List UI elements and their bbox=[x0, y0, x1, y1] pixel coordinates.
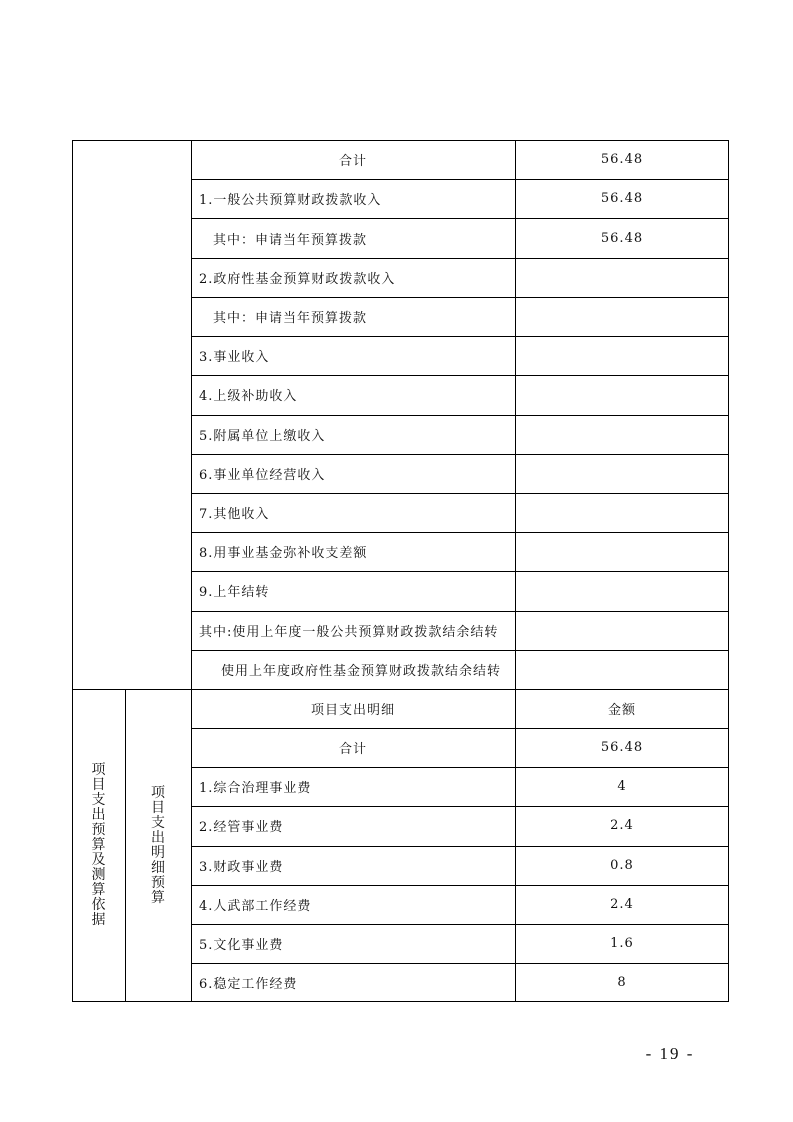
income-row-label: 6.事业单位经营收入 bbox=[199, 467, 326, 483]
expense-row-label: 1.综合治理事业费 bbox=[199, 781, 312, 797]
expense-row-value: 8 bbox=[617, 974, 627, 990]
income-row-label: 7.其他收入 bbox=[199, 507, 270, 523]
expense-row-label: 4.人武部工作经费 bbox=[199, 898, 312, 914]
inner-vertical-label-cell bbox=[125, 689, 191, 1002]
income-row-value bbox=[515, 454, 729, 493]
expense-row-label: 合计 bbox=[338, 742, 367, 758]
income-row-value bbox=[515, 415, 729, 454]
budget-table bbox=[72, 140, 729, 1002]
income-row-label: 3.事业收入 bbox=[199, 350, 270, 366]
income-row-value bbox=[515, 336, 729, 375]
income-row-label: 合计 bbox=[338, 154, 367, 170]
income-row-label: 8.用事业基金弥补收支差额 bbox=[199, 546, 368, 562]
expense-header-value: 金额 bbox=[607, 703, 636, 719]
outer-vertical-label: 项目支出预算及测算依据 bbox=[91, 762, 106, 928]
income-row-label: 5.附属单位上缴收入 bbox=[199, 428, 326, 444]
income-row-label: 2.政府性基金预算财政拨款收入 bbox=[199, 271, 396, 287]
income-row-value: 56.48 bbox=[600, 191, 644, 207]
income-row-label: 9.上年结转 bbox=[199, 585, 270, 601]
income-row-label: 其中：申请当年预算拨款 bbox=[213, 310, 368, 326]
income-row-label: 其中：申请当年预算拨款 bbox=[213, 232, 368, 248]
expense-row-value: 2.4 bbox=[610, 896, 634, 912]
expense-row-value: 56.48 bbox=[600, 740, 644, 756]
income-row-value bbox=[515, 650, 729, 689]
expense-header-label: 项目支出明细 bbox=[310, 703, 395, 719]
income-row-value bbox=[515, 571, 729, 610]
expense-row-value: 2.4 bbox=[610, 818, 634, 834]
outer-vertical-label-cell bbox=[72, 689, 125, 1002]
income-row-value bbox=[515, 493, 729, 532]
income-row-value bbox=[515, 532, 729, 571]
expense-row-label: 3.财政事业费 bbox=[199, 859, 284, 875]
expense-row-label: 5.文化事业费 bbox=[199, 937, 284, 953]
expense-row-label: 2.经管事业费 bbox=[199, 820, 284, 836]
expense-row-label: 6.稳定工作经费 bbox=[199, 976, 298, 992]
income-row-label: 其中:使用上年度一般公共预算财政拨款结余结转 bbox=[199, 624, 499, 640]
expense-row-value: 4 bbox=[617, 779, 627, 795]
page-number: - 19 - bbox=[645, 1044, 695, 1063]
income-row-value bbox=[515, 258, 729, 297]
income-row-label: 1.一般公共预算财政拨款收入 bbox=[199, 193, 382, 209]
income-row-label: 4.上级补助收入 bbox=[199, 389, 298, 405]
income-row-value bbox=[515, 297, 729, 336]
expense-row-value: 1.6 bbox=[610, 935, 634, 951]
income-row-value: 56.48 bbox=[600, 230, 644, 246]
income-row-label: 使用上年度政府性基金预算财政拨款结余结转 bbox=[221, 663, 502, 679]
income-row-value: 56.48 bbox=[600, 152, 644, 168]
income-row-value bbox=[515, 611, 729, 650]
expense-row-value: 0.8 bbox=[610, 857, 634, 873]
income-row-value bbox=[515, 375, 729, 414]
inner-vertical-label: 项目支出明细预算 bbox=[151, 784, 165, 906]
